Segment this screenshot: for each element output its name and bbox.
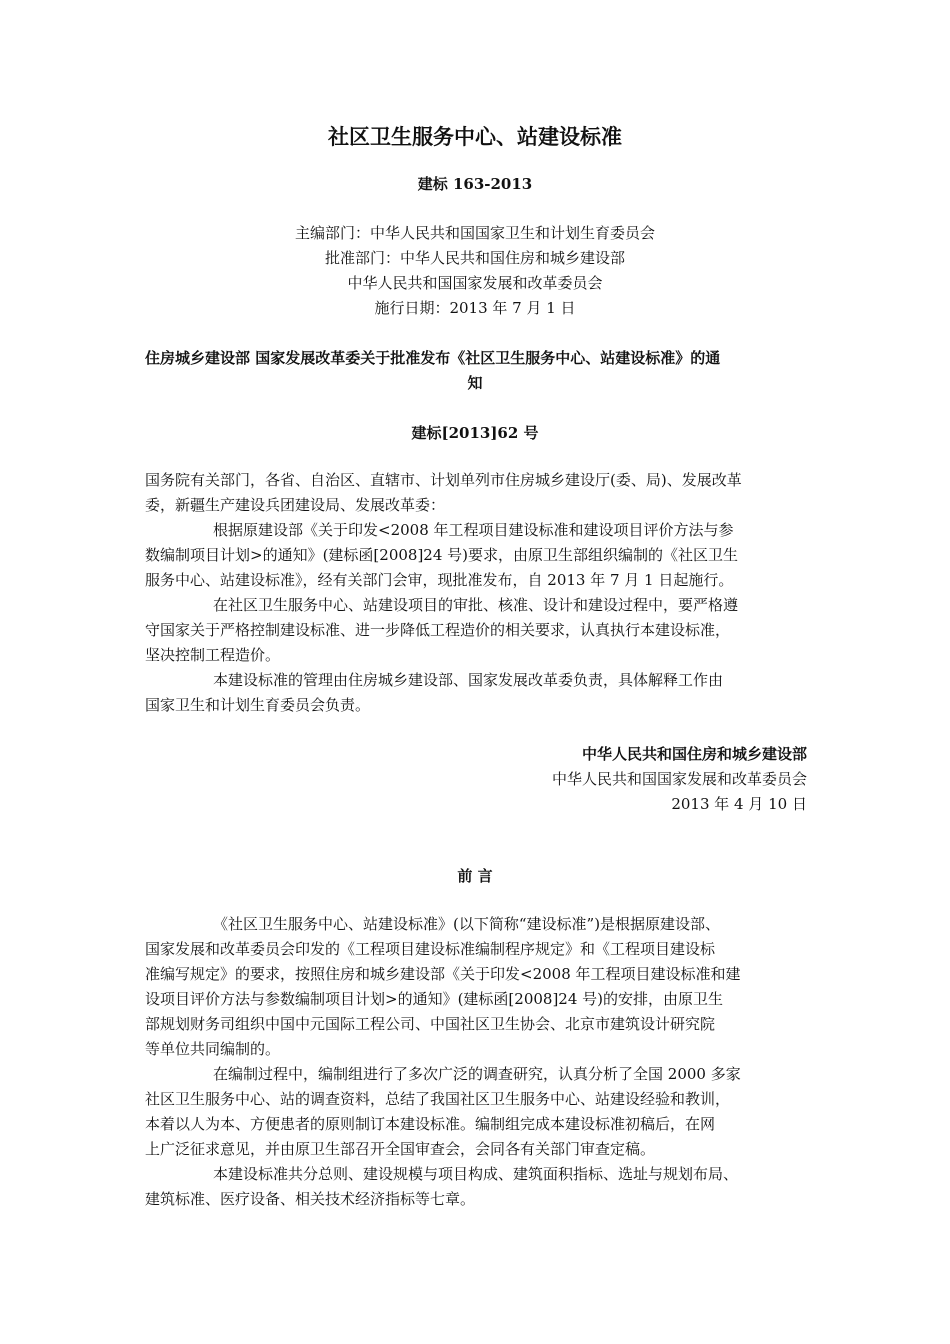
- body-line-4: 数编制项目计划>的通知》(建标函[2008]24 号)要求，由原卫生部组织编制的《社区卫生: [145, 546, 739, 564]
- body-line-8: 坚决控制工程造价。: [145, 646, 281, 664]
- preface-line-12: 建筑标准、医疗设备、相关技术经济指标等七章。: [145, 1190, 476, 1208]
- chief-editor-line: 主编部门：中华人民共和国国家卫生和计划生育委员会: [294, 224, 655, 242]
- standard-code: 建标 163-2013: [417, 175, 533, 193]
- preface-line-1: 《社区卫生服务中心、站建设标准》(以下简称“建设标准”)是根据原建设部、: [213, 915, 721, 933]
- preface-line-4: 设项目评价方法与参数编制项目计划>的通知》(建标函[2008]24 号)的安排，由原卫生: [145, 990, 724, 1008]
- body-line-9: 本建设标准的管理由住房城乡建设部、国家发展改革委负责，具体解释工作由: [213, 671, 724, 689]
- approval-department-line: 批准部门：中华人民共和国住房和城乡建设部: [324, 249, 625, 267]
- preface-line-5: 部规划财务司组织中国中元国际工程公司、中国社区卫生协会、北京市建筑设计研究院: [145, 1015, 716, 1033]
- notice-code: 建标[2013]62 号: [411, 424, 539, 442]
- body-line-1: 国务院有关部门，各省、自治区、直辖市、计划单列市住房城乡建设厅(委、局)、发展改革: [145, 471, 742, 489]
- body-line-6: 在社区卫生服务中心、站建设项目的审批、核准、设计和建设过程中，要严格遵: [213, 596, 739, 614]
- preface-line-9: 本着以人为本、方便患者的原则制订本建设标准。编制组完成本建设标准初稿后，在网: [145, 1115, 716, 1133]
- notice-title-line-1: 住房城乡建设部 国家发展改革委关于批准发布《社区卫生服务中心、站建设标准》的通: [145, 349, 721, 367]
- body-line-2: 委，新疆生产建设兵团建设局、发展改革委：: [145, 496, 446, 514]
- body-line-3: 根据原建设部《关于印发<2008 年工程项目建设标准和建设项目评价方法与参: [213, 521, 734, 539]
- body-line-7: 守国家关于严格控制建设标准、进一步降低工程造价的相关要求，认真执行本建设标准，: [145, 621, 731, 639]
- preface-line-2: 国家发展和改革委员会印发的《工程项目建设标准编制程序规定》和《工程项目建设标: [145, 940, 716, 958]
- preface-heading: 前 言: [457, 867, 493, 885]
- body-line-10: 国家卫生和计划生育委员会负责。: [145, 696, 371, 714]
- effective-date-line: 施行日期：2013 年 7 月 1 日: [374, 299, 576, 317]
- notice-title-line-2: 知: [467, 374, 483, 392]
- document-title: 社区卫生服务中心、站建设标准: [328, 124, 622, 149]
- preface-line-10: 上广泛征求意见，并由原卫生部召开全国审查会，会同各有关部门审查定稿。: [145, 1140, 656, 1158]
- approval-department-secondary-line: 中华人民共和国国家发展和改革委员会: [347, 274, 603, 292]
- preface-line-7: 在编制过程中，编制组进行了多次广泛的调查研究，认真分析了全国 2000 多家: [213, 1065, 741, 1083]
- preface-line-11: 本建设标准共分总则、建设规模与项目构成、建筑面积指标、选址与规划布局、: [213, 1165, 739, 1183]
- signature-date: 2013 年 4 月 10 日: [671, 795, 807, 813]
- preface-line-6: 等单位共同编制的。: [145, 1040, 281, 1058]
- signature-line-2: 中华人民共和国国家发展和改革委员会: [551, 770, 807, 788]
- preface-line-3: 准编写规定》的要求，按照住房和城乡建设部《关于印发<2008 年工程项目建设标准和建: [145, 965, 741, 983]
- body-line-5: 服务中心、站建设标准》，经有关部门会审，现批准发布，自 2013 年 7 月 1 日起施行。: [145, 571, 734, 589]
- preface-line-8: 社区卫生服务中心、站的调查资料，总结了我国社区卫生服务中心、站建设经验和教训，: [145, 1090, 731, 1108]
- signature-line-1: 中华人民共和国住房和城乡建设部: [581, 745, 807, 763]
